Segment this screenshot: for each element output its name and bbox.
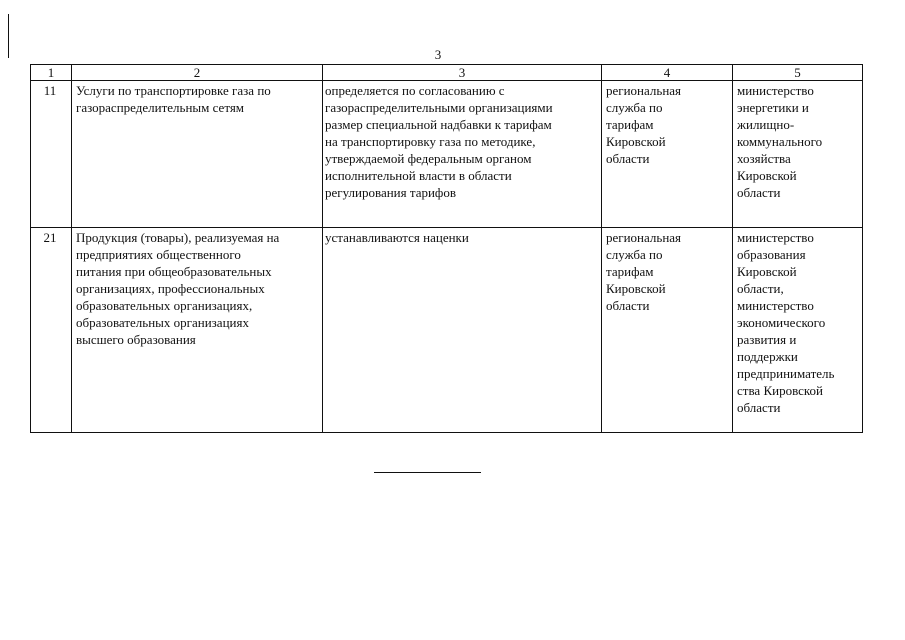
table-row: [31, 81, 863, 228]
tariff-table: [30, 64, 863, 433]
regulator-cell: [602, 228, 733, 433]
table-body: [31, 81, 863, 433]
service-name-cell: [72, 81, 323, 228]
column-header-2: 2: [72, 65, 323, 81]
table-header: [31, 65, 863, 81]
ministry: министерство образования Кировской области, министерство экономического развития и поддержки предприниматель ства Кировской области: [737, 230, 835, 415]
column-header-4: 4: [602, 65, 733, 81]
row-number-cell: [31, 228, 72, 433]
regulator: региональная служба по тарифам Кировской области: [606, 83, 682, 166]
ministry: министерство энергетики и жилищно- коммунального хозяйства Кировской области: [737, 83, 823, 200]
regulation-method-cell: [323, 228, 602, 433]
closing-rule: [374, 472, 481, 473]
margin-mark: [8, 14, 9, 58]
service-name: Продукция (товары), реализуемая на предприятиях общественного питания при общеобразовательных организациях, профессиональных образовательных организациях, образовательных организациях высшего образования: [76, 230, 280, 347]
row-number: 21: [43, 230, 57, 245]
row-number: 11: [43, 83, 57, 98]
column-header-3: 3: [323, 65, 602, 81]
column-header-1: 1: [31, 65, 72, 81]
regulation-method: устанавливаются наценки: [325, 230, 469, 245]
page-number: 3: [434, 47, 442, 62]
header-row: [31, 65, 863, 81]
column-header-5: 5: [733, 65, 863, 81]
regulation-method-cell: [323, 81, 602, 228]
table-row: [31, 228, 863, 433]
ministry-cell: [733, 81, 863, 228]
ministry-cell: [733, 228, 863, 433]
regulation-method: определяется по согласованию с газораспределительными организациями размер специальной надбавки к тарифам на транспортировку газа по методике, утверждаемой федеральным органом исполнительной власти в области регулирования тарифов: [325, 83, 553, 200]
regulator-cell: [602, 81, 733, 228]
service-name: Услуги по транспортировке газа по газораспределительным сетям: [76, 83, 271, 115]
service-name-cell: [72, 228, 323, 433]
regulator: региональная служба по тарифам Кировской области: [606, 230, 682, 313]
row-number-cell: [31, 81, 72, 228]
